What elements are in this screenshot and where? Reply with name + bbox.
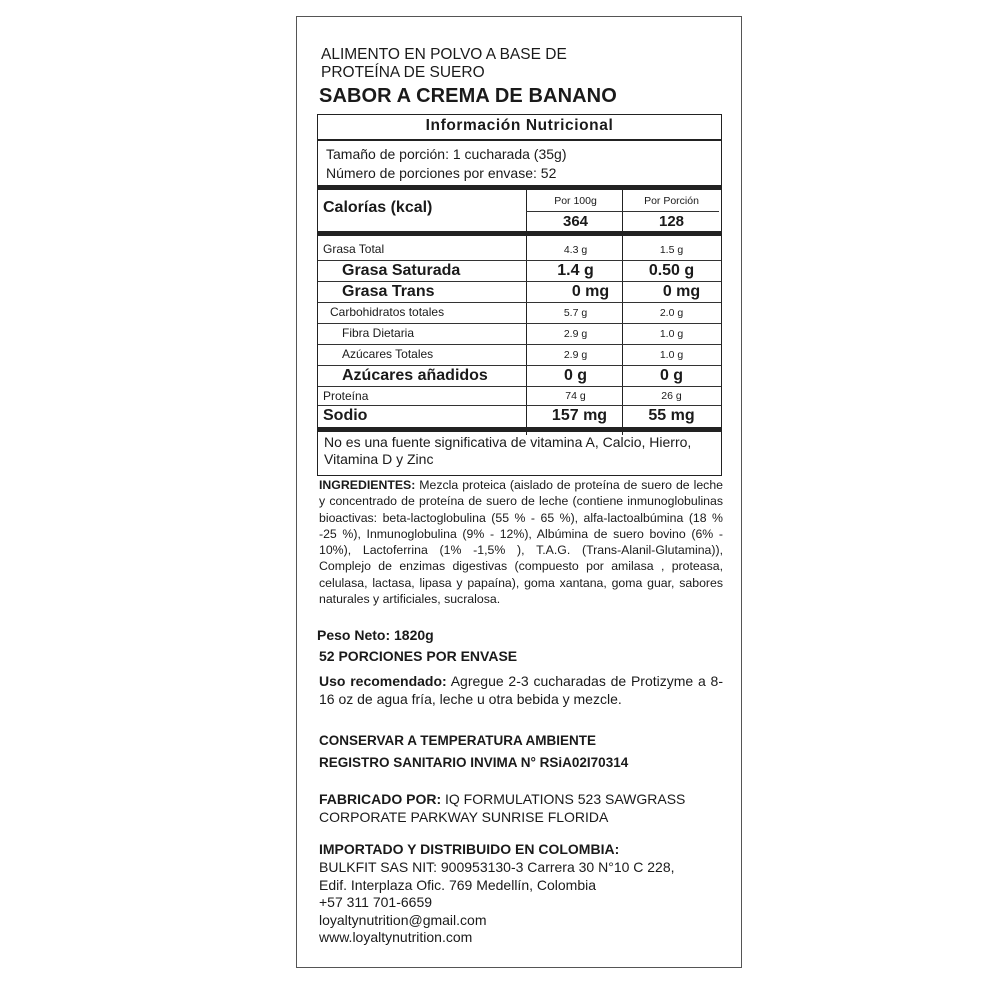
row-divider xyxy=(318,405,721,406)
thick-divider xyxy=(318,231,721,236)
nutrient-label: Grasa Total xyxy=(323,242,385,256)
portions-per-container: 52 PORCIONES POR ENVASE xyxy=(319,648,518,664)
divider xyxy=(526,211,719,212)
nutrient-value-100g: 2.9 g xyxy=(563,328,588,340)
serving-size: Tamaño de porción: 1 cucharada (35g) xyxy=(326,146,567,162)
calories-per-100g: 364 xyxy=(562,213,589,230)
nutrient-value-portion: 0 mg xyxy=(662,283,701,300)
nutrient-value-100g: 74 g xyxy=(565,390,586,402)
nutrient-label: Fibra Dietaria xyxy=(342,326,415,340)
nutrient-label: Carbohidratos totales xyxy=(330,305,445,319)
calories-per-portion: 128 xyxy=(658,213,685,230)
recommended-use-text: Agregue 2-3 cucharadas de Protizyme a 8-16 oz de agua fría, leche u otra bebida y mezcle. xyxy=(319,673,723,707)
recommended-use xyxy=(319,673,723,708)
nutrient-value-100g: 4.3 g xyxy=(563,244,588,256)
nutrient-value-100g: 1.4 g xyxy=(557,262,594,279)
sanitary-registry: REGISTRO SANITARIO INVIMA N° RSiA02I70314 xyxy=(319,755,629,770)
product-description-line2: PROTEÍNA DE SUERO xyxy=(321,64,485,81)
row-divider xyxy=(318,260,721,261)
nutrient-value-100g: 157 mg xyxy=(551,407,608,424)
column-header-per-100g: Por 100g xyxy=(554,195,597,207)
row-divider xyxy=(318,344,721,345)
row-divider xyxy=(318,302,721,303)
nutrient-value-portion: 0 g xyxy=(659,367,684,384)
manufacturer-label: FABRICADO POR: xyxy=(319,791,442,807)
servings-per-container: Número de porciones por envase: 52 xyxy=(326,165,557,181)
nutrient-value-portion: 1.5 g xyxy=(659,244,684,256)
nutrient-value-portion: 1.0 g xyxy=(659,349,684,361)
nutrient-label: Proteína xyxy=(323,389,369,403)
nutrient-value-100g: 0 g xyxy=(563,367,588,384)
thick-divider xyxy=(318,185,721,190)
importer-address-line2: Edif. Interplaza Ofic. 769 Medellín, Colombia xyxy=(319,877,597,893)
row-divider xyxy=(318,386,721,387)
row-divider xyxy=(318,365,721,366)
nutrient-value-100g: 0 mg xyxy=(571,283,610,300)
nutrient-value-portion: 26 g xyxy=(661,390,682,402)
importer-website: www.loyaltynutrition.com xyxy=(319,929,473,945)
thick-divider xyxy=(318,427,721,432)
nutrient-value-100g: 2.9 g xyxy=(563,349,588,361)
nutrient-label: Grasa Saturada xyxy=(342,262,461,279)
nutrient-label: Sodio xyxy=(323,407,368,424)
importer-label: IMPORTADO Y DISTRIBUIDO EN COLOMBIA: xyxy=(319,841,620,857)
manufacturer xyxy=(319,791,723,826)
nutrient-label: Grasa Trans xyxy=(342,283,435,300)
row-divider xyxy=(318,323,721,324)
importer-email: loyaltynutrition@gmail.com xyxy=(319,912,487,928)
product-description-line1: ALIMENTO EN POLVO A BASE DE xyxy=(321,46,567,63)
nutrient-value-100g: 5.7 g xyxy=(563,307,588,319)
column-separator xyxy=(526,190,527,435)
nutrient-value-portion: 2.0 g xyxy=(659,307,684,319)
vitamin-footnote: No es una fuente significativa de vitamina A, Calcio, Hierro, Vitamina D y Zinc xyxy=(324,434,692,467)
row-divider xyxy=(318,281,721,282)
recommended-use-label: Uso recomendado: xyxy=(319,673,447,689)
ingredients-label: INGREDIENTES: xyxy=(319,478,416,492)
nutrient-label: Azúcares Totales xyxy=(342,347,434,361)
product-label xyxy=(296,16,742,968)
nutrient-value-portion: 0.50 g xyxy=(648,262,695,279)
net-weight: Peso Neto: 1820g xyxy=(317,627,434,643)
ingredients xyxy=(319,477,723,607)
ingredients-text: Mezcla proteica (aislado de proteína de suero de leche y concentrado de proteína de suero de leche (contiene inmunoglobulinas bioactivas: beta-lactoglobulina (55 % - 65 %), alfa-lactoalbúmina (18 % -25 %), Inmunoglobulina (9% - 12%), Albúmina de suero bovino (6% - 10%), Lactoferrina (1% -1,5% ), T.A.G. (Trans-Alanil-Glutamina)), Complejo de enzimas digestivas (compuesto por amilasa , proteasa, celulasa, lactasa, lipasa y papaína), goma xantana, goma guar, sabores naturales y artificiales, sucralosa. xyxy=(319,478,723,607)
nutrient-value-portion: 55 mg xyxy=(648,407,695,424)
nutrient-label: Azúcares añadidos xyxy=(342,367,488,384)
importer-address-line1: BULKFIT SAS NIT: 900953130-3 Carrera 30 N°10 C 228, xyxy=(319,859,675,875)
nutrition-facts-table xyxy=(317,114,722,476)
storage-instructions: CONSERVAR A TEMPERATURA AMBIENTE xyxy=(319,733,597,748)
calories-label: Calorías (kcal) xyxy=(323,199,433,216)
nutrient-value-portion: 1.0 g xyxy=(659,328,684,340)
importer-phone: +57 311 701-6659 xyxy=(319,894,433,910)
product-flavor-title: SABOR A CREMA DE BANANO xyxy=(319,85,617,107)
nutrition-title: Información Nutricional xyxy=(425,117,614,134)
manufacturer-text: IQ FORMULATIONS 523 SAWGRASS CORPORATE PARKWAY SUNRISE FLORIDA xyxy=(319,791,686,825)
column-header-per-portion: Por Porción xyxy=(644,195,699,207)
divider xyxy=(318,139,721,141)
